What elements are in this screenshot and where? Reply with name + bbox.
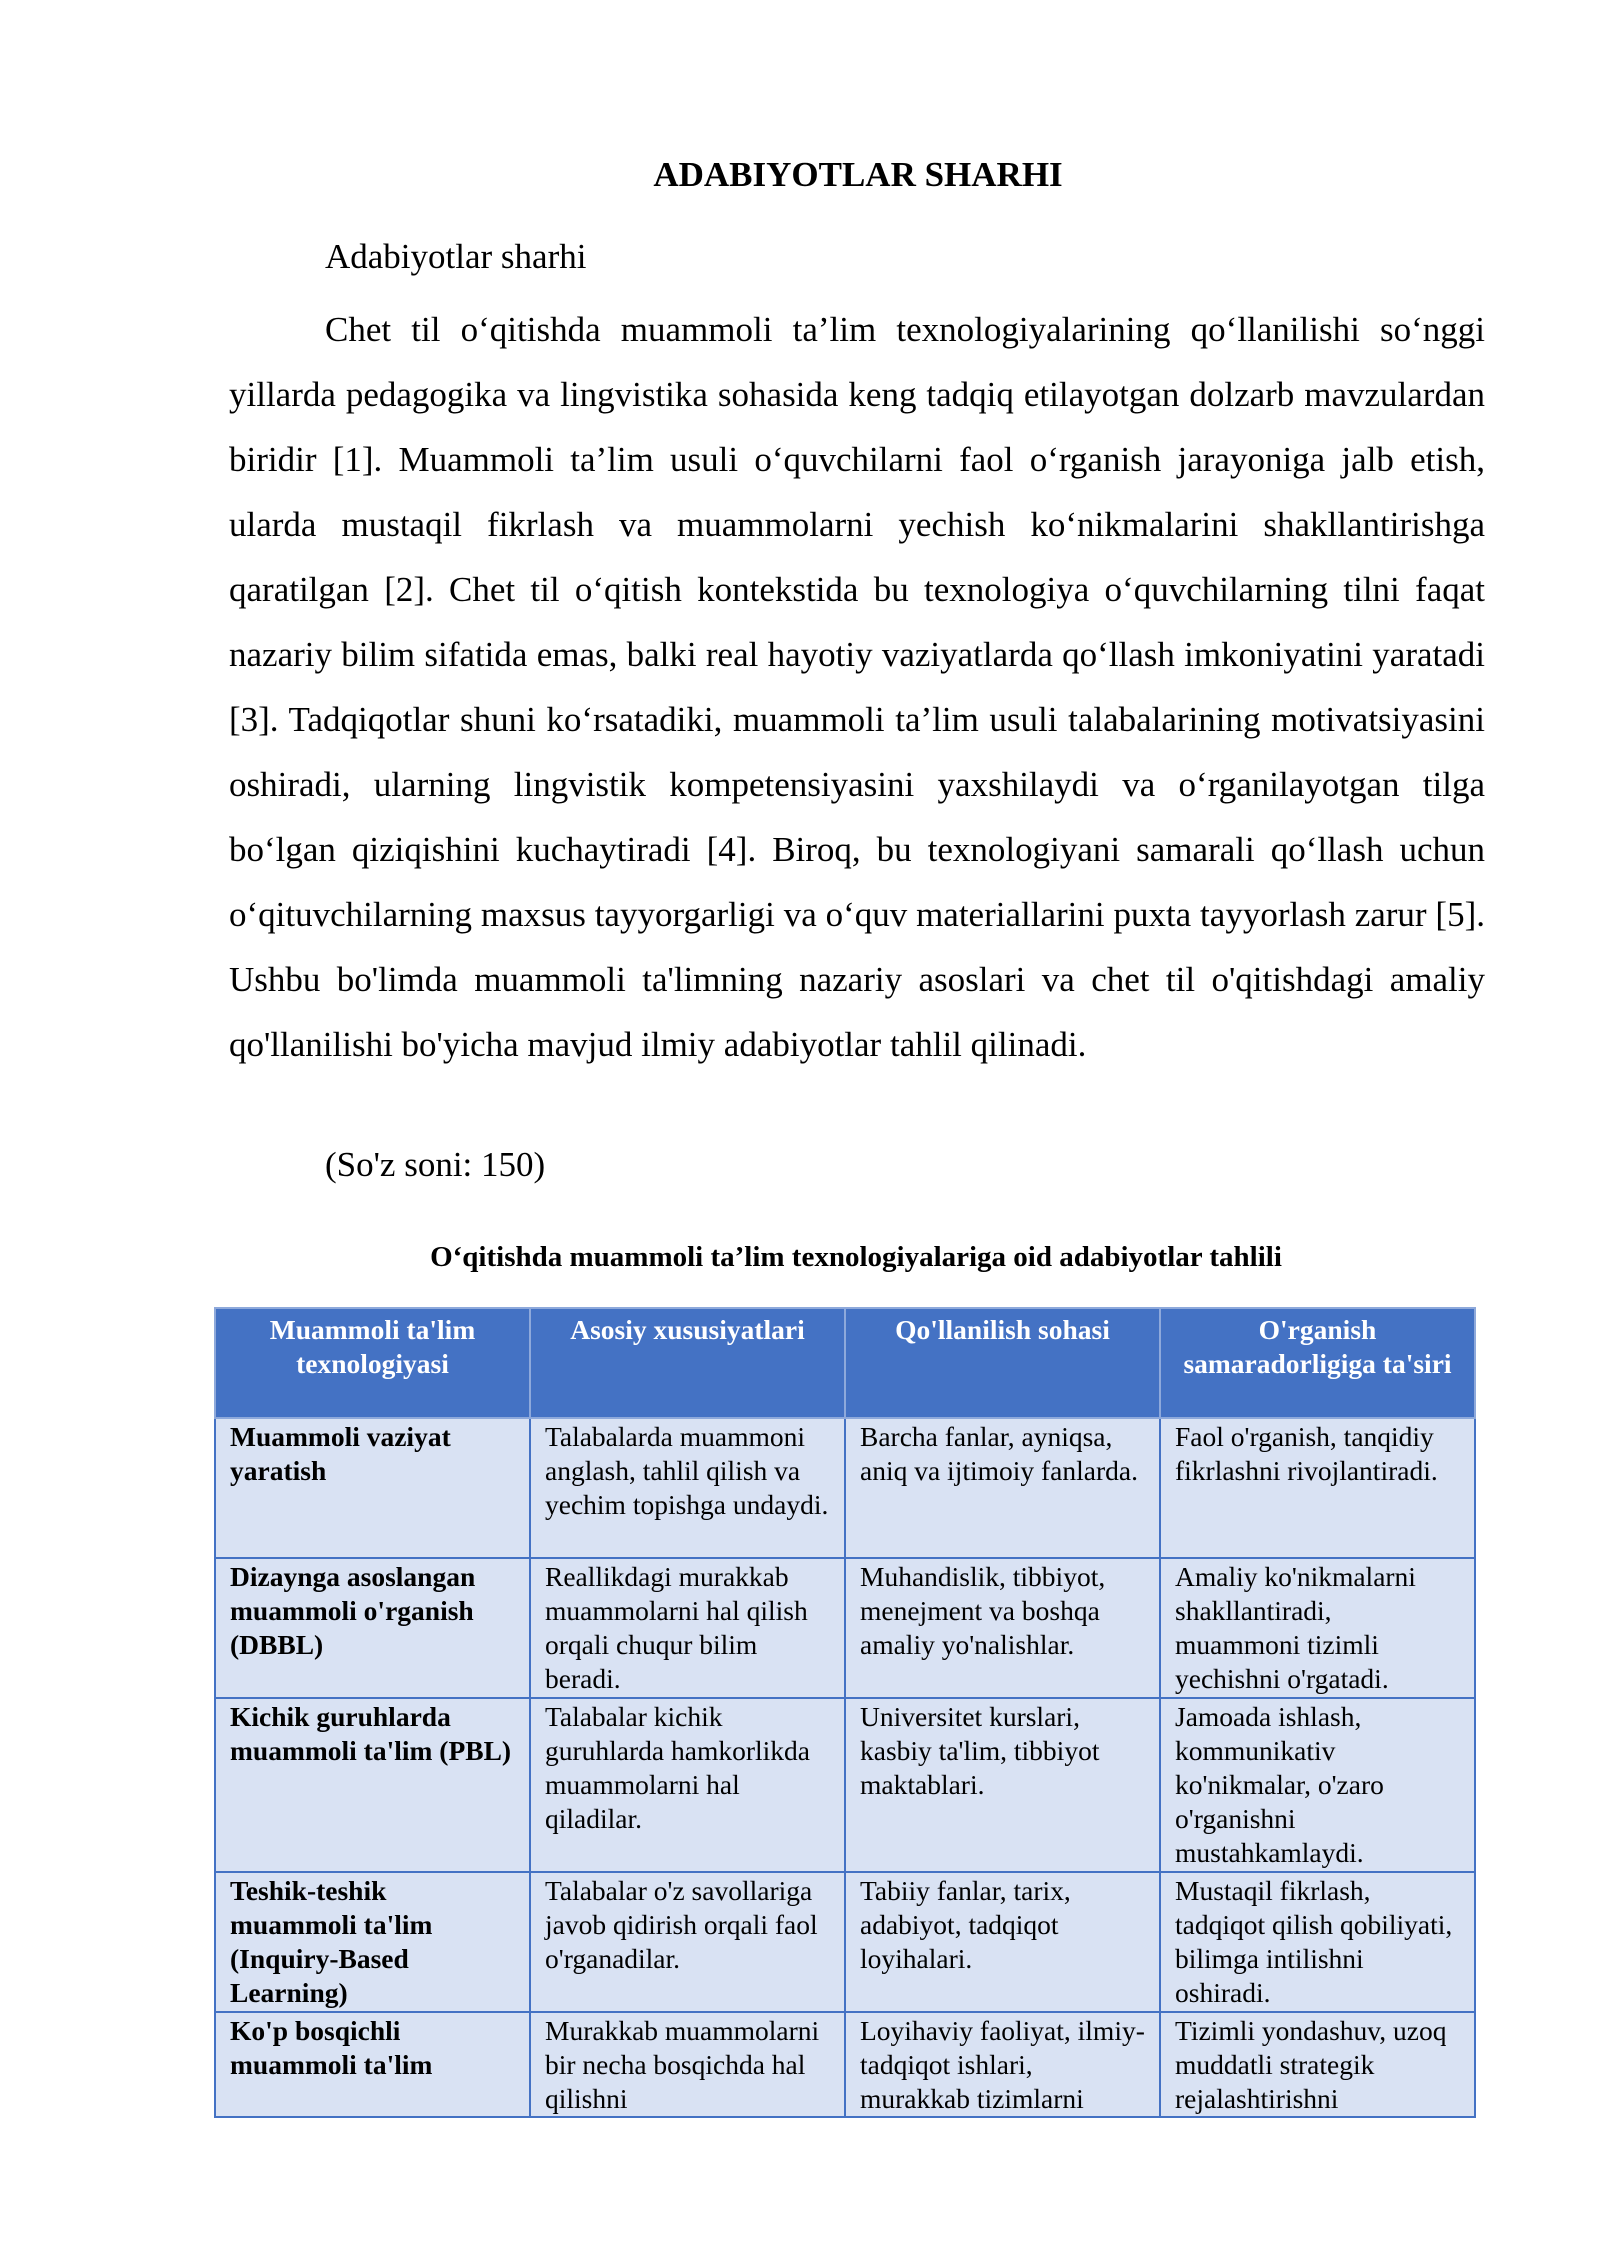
table-cell-application: Universitet kurslari, kasbiy ta'lim, tibbiyot maktablari. (845, 1698, 1160, 1872)
table-cell-technology: Kichik guruhlarda muammoli ta'lim (PBL) (215, 1698, 530, 1872)
table-cell-technology: Muammoli vaziyat yaratish (215, 1418, 530, 1558)
table-cell-application: Tabiiy fanlar, tarix, adabiyot, tadqiqot loyihalari. (845, 1872, 1160, 2012)
table-cell-features: Talabalar kichik guruhlarda hamkorlikda muammolarni hal qiladilar. (530, 1698, 845, 1872)
table-cell-application: Loyihaviy faoliyat, ilmiy-tadqiqot ishlari, murakkab tizimlarni (845, 2012, 1160, 2117)
table-cell-features: Talabalarda muammoni anglash, tahlil qilish va yechim topishga undaydi. (530, 1418, 845, 1558)
section-subheading: Adabiyotlar sharhi (325, 237, 587, 276)
table-row (215, 1558, 1475, 1698)
table-cell-features: Talabalar o'z savollariga javob qidirish orqali faol o'rganadilar. (530, 1872, 845, 2012)
table-cell-application: Muhandislik, tibbiyot, menejment va boshqa amaliy yo'nalishlar. (845, 1558, 1160, 1698)
table-cell-technology: Dizaynga asoslangan muammoli o'rganish (DBBL) (215, 1558, 530, 1698)
table-header-row (215, 1308, 1475, 1418)
literature-table (214, 1307, 1476, 2118)
column-header-effect: O'rganish samaradorligiga ta'siri (1160, 1308, 1475, 1418)
table-cell-features: Murakkab muammolarni bir necha bosqichda hal qilishni (530, 2012, 845, 2117)
column-header-technology: Muammoli ta'lim texnologiyasi (215, 1308, 530, 1418)
table-row (215, 1872, 1475, 2012)
word-count-note: (So'z soni: 150) (325, 1145, 546, 1184)
section-heading: ADABIYOTLAR SHARHI (653, 155, 1063, 194)
paragraph-text: Chet til o‘qitishda muammoli ta’lim texnologiyalarining qo‘llanilishi so‘nggi yillarda pedagogika va lingvistika sohasida keng tadqiq etilayotgan dolzarb mavzulardan biridir [1]. Muammoli ta’lim usuli o‘quvchilarni faol o‘rganish jarayoniga jalb etish, ularda mustaqil fikrlash va muammolarni yechish ko‘nikmalarini shakllantirishga qaratilgan [2]. Chet til o‘qitish kontekstida bu texnologiya o‘quvchilarning tilni faqat nazariy bilim sifatida emas, balki real hayotiy vaziyatlarda qo‘llash imkoniyatini yaratadi [3]. Tadqiqotlar shuni ko‘rsatadiki, muammoli ta’lim usuli talabalarining motivatsiyasini oshiradi, ularning lingvistik kompetensiyasini yaxshilaydi va o‘rganilayotgan tilga bo‘lgan qiziqishini kuchaytiradi [4]. Biroq, bu texnologiyani samarali qo‘llash uchun o‘qituvchilarning maxsus tayyorgarligi va o‘quv materiallarini puxta tayyorlash zarur [5]. Ushbu bo'limda muammoli ta'limning nazariy asoslari va chet til o'qitishdagi amaliy qo'llanilishi bo'yicha mavjud ilmiy adabiyotlar tahlil qilinadi. (229, 310, 1485, 1064)
table-cell-effect: Amaliy ko'nikmalarni shakllantiradi, muammoni tizimli yechishni o'rgatadi. (1160, 1558, 1475, 1698)
table-cell-technology: Teshik-teshik muammoli ta'lim (Inquiry-Based Learning) (215, 1872, 530, 2012)
table-cell-technology: Ko'p bosqichli muammoli ta'lim (215, 2012, 530, 2117)
table-cell-effect: Faol o'rganish, tanqidiy fikrlashni rivojlantiradi. (1160, 1418, 1475, 1558)
table-caption: O‘qitishda muammoli ta’lim texnologiyalariga oid adabiyotlar tahlili (430, 1241, 1282, 1273)
column-header-application: Qo'llanilish sohasi (845, 1308, 1160, 1418)
column-header-features: Asosiy xususiyatlari (530, 1308, 845, 1418)
table-cell-effect: Tizimli yondashuv, uzoq muddatli strategik rejalashtirishni (1160, 2012, 1475, 2117)
table-cell-application: Barcha fanlar, ayniqsa, aniq va ijtimoiy fanlarda. (845, 1418, 1160, 1558)
table-row (215, 2012, 1475, 2117)
table-row (215, 1418, 1475, 1558)
table-cell-features: Reallikdagi murakkab muammolarni hal qilish orqali chuqur bilim beradi. (530, 1558, 845, 1698)
table-cell-effect: Mustaqil fikrlash, tadqiqot qilish qobiliyati, bilimga intilishni oshiradi. (1160, 1872, 1475, 2012)
table-row (215, 1698, 1475, 1872)
table-cell-effect: Jamoada ishlash, kommunikativ ko'nikmalar, o'zaro o'rganishni mustahkamlaydi. (1160, 1698, 1475, 1872)
body-paragraph (229, 297, 1485, 1077)
